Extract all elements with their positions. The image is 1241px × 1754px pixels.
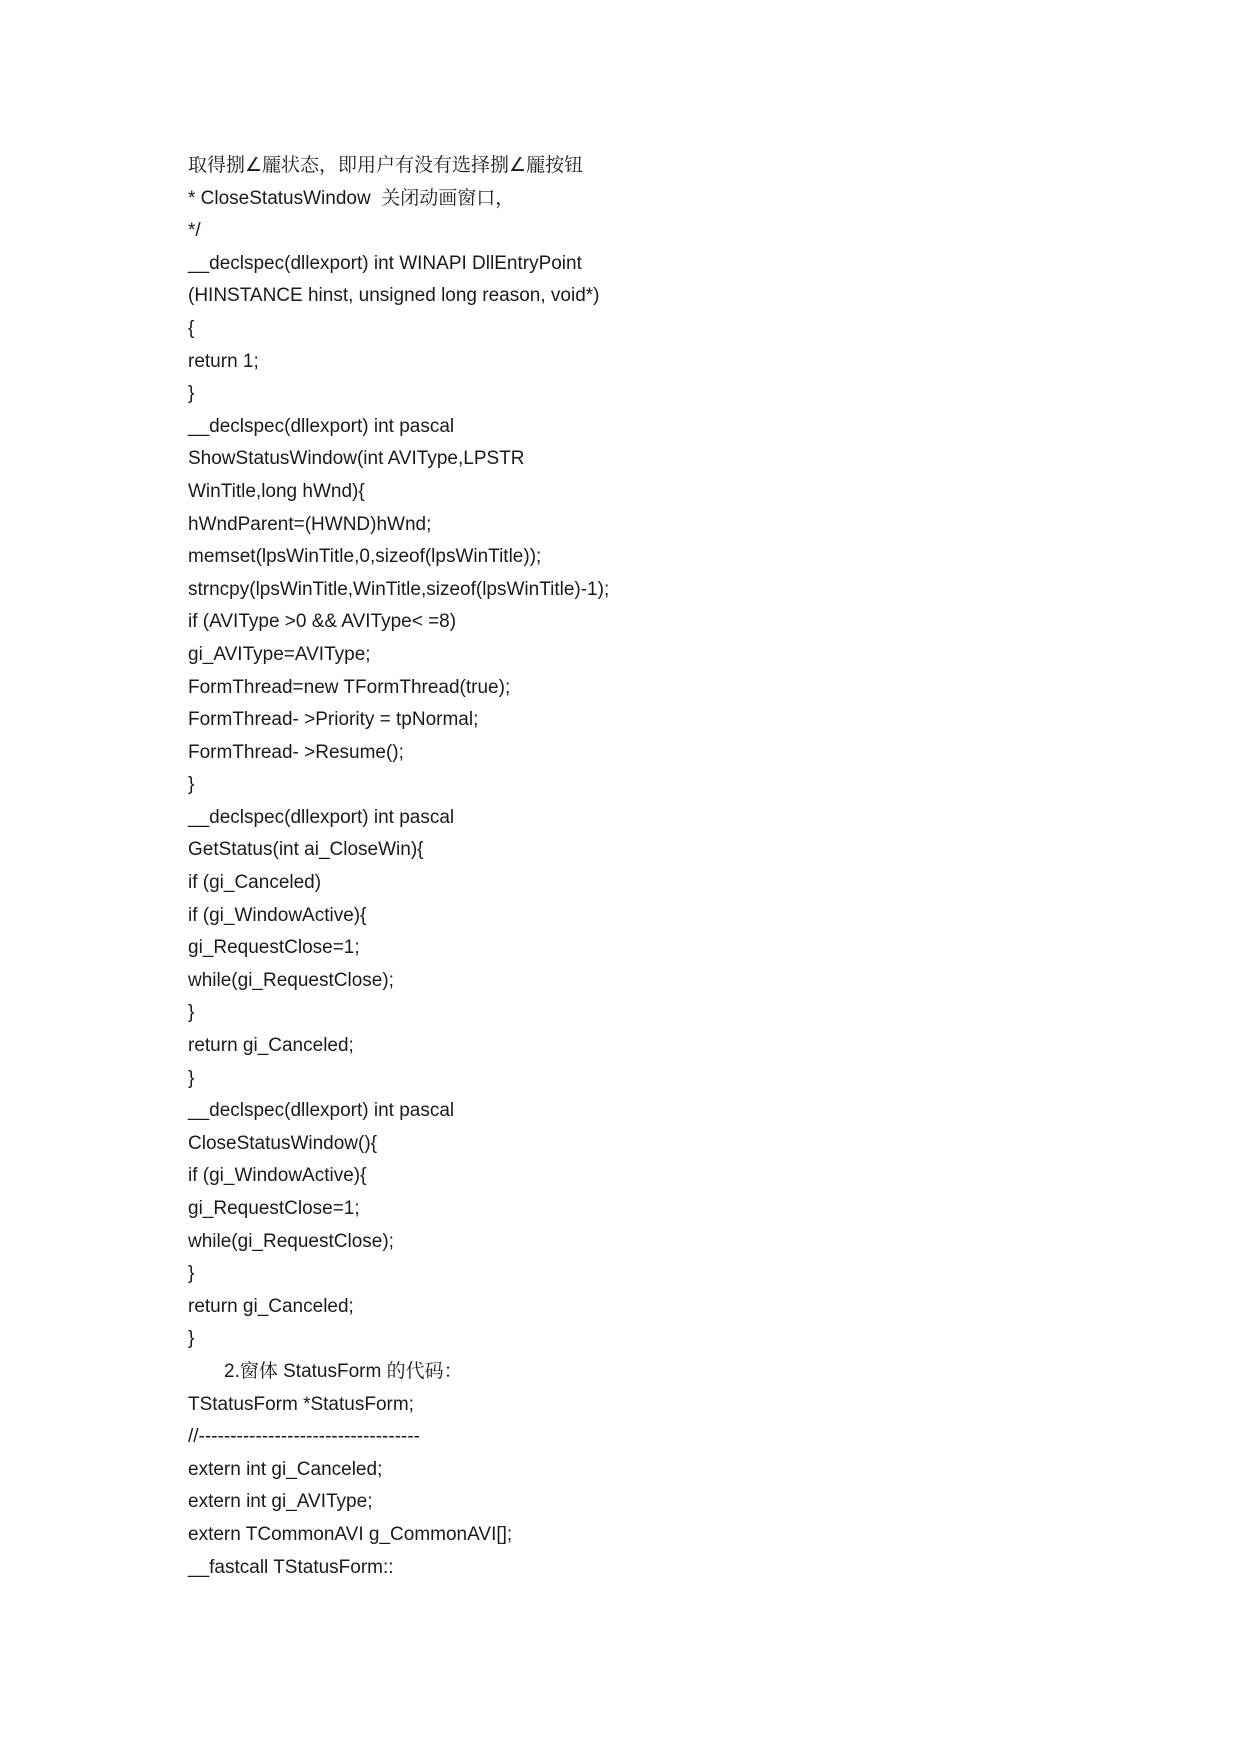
text-line: while(gi_RequestClose); bbox=[188, 969, 394, 991]
text-line: while(gi_RequestClose); bbox=[188, 1230, 394, 1252]
text-line: GetStatus(int ai_CloseWin){ bbox=[188, 839, 424, 861]
text-line: } bbox=[188, 383, 195, 405]
text-line: __declspec(dllexport) int pascal bbox=[188, 806, 455, 828]
text-line: strncpy(lpsWinTitle,WinTitle,sizeof(lpsWinTitle)-1); bbox=[188, 578, 610, 600]
text-line: return gi_Canceled; bbox=[188, 1035, 354, 1057]
text-line: gi_AVIType=AVIType; bbox=[188, 643, 371, 665]
text-line: extern TCommonAVI g_CommonAVI[]; bbox=[188, 1523, 513, 1545]
text-line: } bbox=[188, 1067, 195, 1089]
text-line: WinTitle,long hWnd){ bbox=[188, 480, 365, 502]
text-line: FormThread=new TFormThread(true); bbox=[188, 676, 511, 698]
text-line: } bbox=[188, 1328, 195, 1350]
text-line: hWndParent=(HWND)hWnd; bbox=[188, 513, 432, 535]
document-body bbox=[188, 150, 1188, 1584]
text-line: (HINSTANCE hinst, unsigned long reason, void*) bbox=[188, 285, 600, 307]
text-line: * CloseStatusWindow 关闭动画窗口， bbox=[188, 187, 515, 209]
text-line: if (AVIType >0 && AVIType< =8) bbox=[188, 611, 457, 633]
text-line: extern int gi_Canceled; bbox=[188, 1458, 383, 1480]
text-line: if (gi_Canceled) bbox=[188, 872, 322, 894]
text-line: return gi_Canceled; bbox=[188, 1295, 354, 1317]
text-line: ShowStatusWindow(int AVIType,LPSTR bbox=[188, 448, 525, 470]
text-line: CloseStatusWindow(){ bbox=[188, 1132, 378, 1154]
text-line: { bbox=[188, 317, 195, 339]
text-line: gi_RequestClose=1; bbox=[188, 937, 360, 959]
text-line: //----------------------------------- bbox=[188, 1426, 421, 1448]
text-line: __declspec(dllexport) int WINAPI DllEntryPoint bbox=[188, 252, 582, 274]
text-line: */ bbox=[188, 220, 201, 242]
text-line: 2.窗体 StatusForm 的代码： bbox=[224, 1360, 463, 1382]
text-line: } bbox=[188, 1263, 195, 1285]
text-line: memset(lpsWinTitle,0,sizeof(lpsWinTitle)); bbox=[188, 546, 542, 568]
text-line: } bbox=[188, 1002, 195, 1024]
text-line: if (gi_WindowActive){ bbox=[188, 1165, 367, 1187]
text-line: if (gi_WindowActive){ bbox=[188, 904, 367, 926]
text-line: __declspec(dllexport) int pascal bbox=[188, 415, 455, 437]
text-line: 取得捌∠龎状态，即用户有没有选择捌∠龎按钮 bbox=[188, 155, 584, 176]
text-line: TStatusForm *StatusForm; bbox=[188, 1393, 414, 1415]
text-line: gi_RequestClose=1; bbox=[188, 1198, 360, 1219]
text-line: FormThread- >Resume(); bbox=[188, 741, 404, 763]
text-line: extern int gi_AVIType; bbox=[188, 1491, 373, 1513]
text-line: __declspec(dllexport) int pascal bbox=[188, 1100, 455, 1122]
text-line: return 1; bbox=[188, 350, 259, 372]
text-line: FormThread- >Priority = tpNormal; bbox=[188, 709, 479, 731]
text-line: __fastcall TStatusForm:: bbox=[188, 1556, 394, 1578]
text-line: } bbox=[188, 774, 195, 796]
